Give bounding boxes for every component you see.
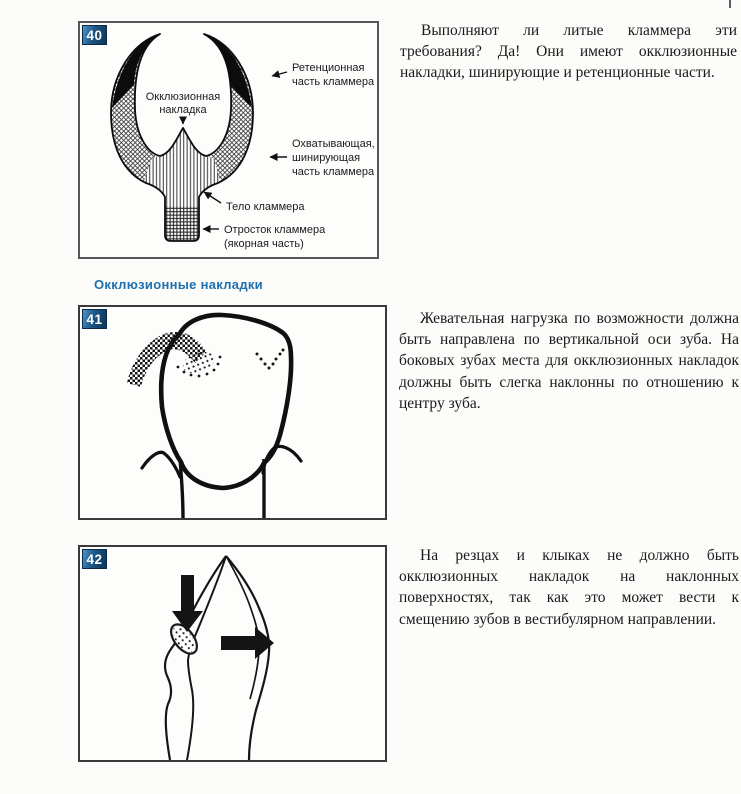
gum-line-left <box>142 452 180 477</box>
incisor-force-diagram <box>80 547 385 760</box>
figure-40-number-badge: 40 <box>82 25 107 45</box>
figure-41-paragraph: Жевательная нагрузка по возможности должна быть направлена по вертикальной оси зуба. На боковых зубах места для окклюзионных накладок должны быть слегка наклонны по отношению к центру зуба. <box>399 310 739 412</box>
molar-occlusal-rest-diagram <box>80 307 385 518</box>
figure-42-number-badge: 42 <box>82 549 107 569</box>
embracing-label-line3: часть кламмера <box>292 166 375 178</box>
retention-pointer-arrow <box>272 72 287 76</box>
figure-42-paragraph: На резцах и клыках не должно быть окклюзионных накладок на наклонных поверхностях, так как это может вести к смещению зубов в вестибулярном направлении. <box>399 547 739 628</box>
retention-label-line1: Ретенционная <box>292 62 365 74</box>
occlusal-groove-dotted-mark <box>256 349 285 370</box>
occlusal-rest-label-line1: Окклюзионная <box>145 91 221 103</box>
clasp-body-label: Тело кламмера <box>226 201 305 213</box>
figure-42-box <box>78 545 387 762</box>
clasp-body-pointer-arrow <box>204 192 221 203</box>
intro-paragraph: Выполняют ли литые кламмера эти требования? Да! Они имеют окклюзионные накладки, шинирующие и ретенционные части. <box>400 22 737 82</box>
clasp-anatomy-diagram <box>80 23 377 257</box>
figure-40-box <box>78 21 379 259</box>
clasp-process-label-line1: Отросток кламмера <box>224 224 326 236</box>
figure-41-number-badge: 41 <box>82 309 107 329</box>
occlusal-rest-label-line2: накладка <box>159 104 207 116</box>
scan-artifact-mark <box>729 0 731 8</box>
embracing-label-line2: шинирующая <box>292 152 361 164</box>
figure-41-box <box>78 305 387 520</box>
embracing-label-line1: Охватывающая, <box>292 138 375 150</box>
clasp-process-label-line2: (якорная часть) <box>224 238 304 250</box>
retention-label-line2: часть кламмера <box>292 76 375 88</box>
section-heading: Окклюзионные накладки <box>94 277 263 292</box>
vestibular-force-arrow <box>221 627 274 659</box>
clasp-process-hatch <box>165 206 199 242</box>
tooth-lingual-outline <box>165 556 226 760</box>
tooth-labial-outline <box>226 556 269 760</box>
